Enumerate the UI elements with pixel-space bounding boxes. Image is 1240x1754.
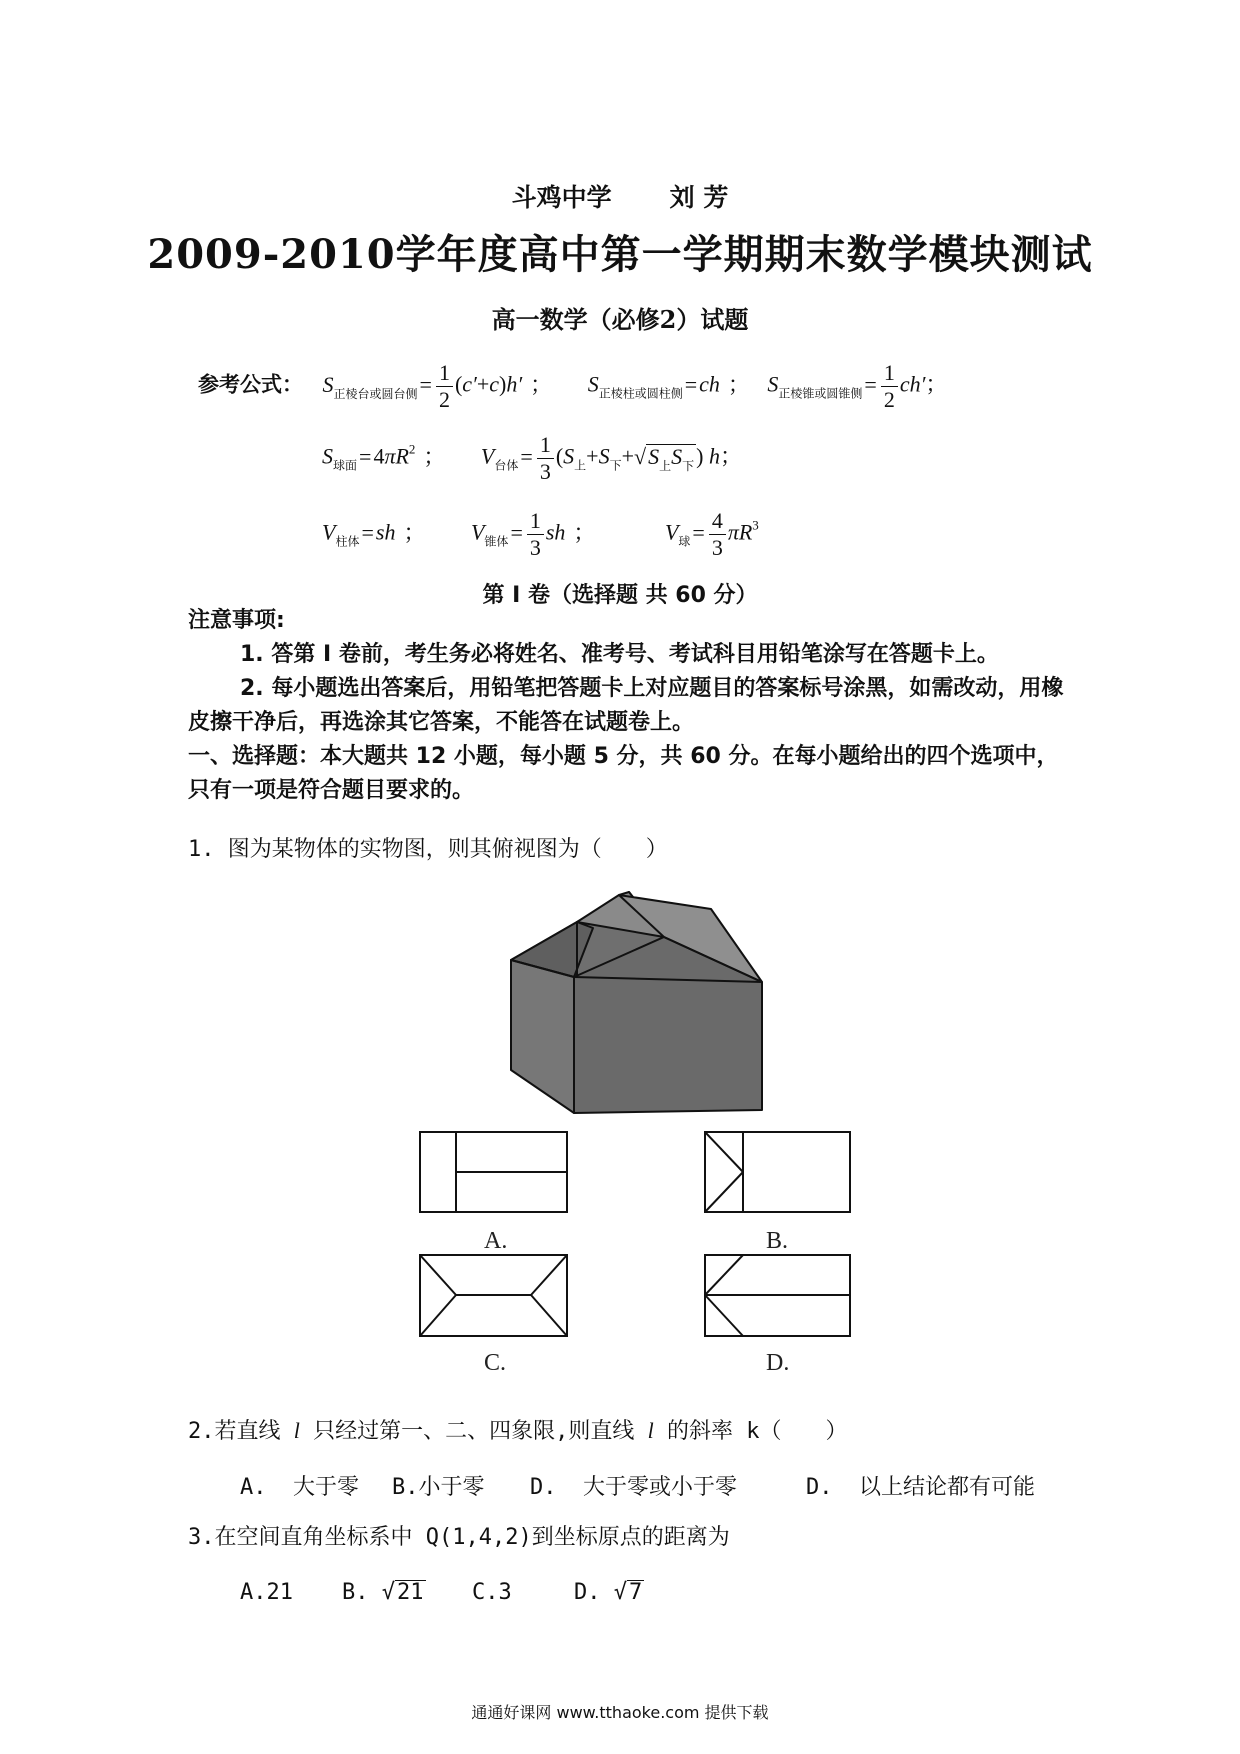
question-2-option-b: B.小于零 bbox=[392, 1475, 485, 1500]
question-3-option-d bbox=[574, 1580, 644, 1605]
formula-sub: 正棱锥或圆锥侧 bbox=[778, 386, 863, 401]
object-3d-figure bbox=[511, 892, 762, 1113]
formula-sub: 锥体 bbox=[484, 534, 509, 549]
part1-heading: 第 I 卷（选择题 共 60 分） bbox=[482, 583, 758, 608]
sqrt-sign: √21 bbox=[381, 1580, 424, 1605]
formula-label: 参考公式： bbox=[198, 372, 303, 397]
option-a-figure bbox=[420, 1132, 567, 1212]
formula-sub: 下 bbox=[682, 458, 695, 473]
option-a-label: A. bbox=[484, 1228, 508, 1254]
q2-var: l bbox=[293, 1418, 300, 1443]
section1-intro: 一、选择题：本大题共 12 小题，每小题 5 分，共 60 分。在每小题给出的四个选项中，只有一项是符合题目要求的。 bbox=[188, 744, 1059, 803]
sqrt-sign: √7 bbox=[613, 1580, 643, 1605]
page-title: 2009-2010学年度高中第一学期期末数学模块测试 bbox=[147, 231, 1093, 278]
q3-d-radicand: 7 bbox=[629, 1580, 643, 1605]
q2-stem-mid: 只经过第一、二、四象限,则直线 bbox=[313, 1419, 635, 1444]
question-2-option-a: A. 大于零 bbox=[240, 1475, 359, 1500]
formula-line-3: $V_{柱体}=sh$ ； $V_{锥体}=$ $\frac{1}{3}$ sh ； $V_球=$ $\frac{4}{3}$ $\pi R^3$ bbox=[322, 508, 759, 560]
option-b-figure bbox=[705, 1132, 850, 1212]
formula-sub: 正棱台或圆台侧 bbox=[333, 386, 418, 401]
school-name: 斗鸡中学 bbox=[511, 183, 612, 212]
sqrt-sign: $√S_上S_下$ bbox=[634, 444, 696, 478]
formula-sub: 上 bbox=[574, 458, 587, 473]
formula-sub: 台体 bbox=[494, 458, 519, 473]
question-1-stem: 1. 图为某物体的实物图，则其俯视图为（ ） bbox=[188, 837, 668, 862]
question-3-option-b bbox=[342, 1580, 426, 1605]
notes-item-1: 1. 答第 I 卷前，考生务必将姓名、准考号、考试科目用铅笔涂写在答题卡上。 bbox=[240, 642, 999, 667]
option-c-label: C. bbox=[484, 1350, 507, 1376]
q3-b-label: B. bbox=[342, 1580, 369, 1605]
option-d-figure bbox=[705, 1255, 850, 1336]
q3-d-label: D. bbox=[574, 1580, 601, 1605]
q2-stem-prefix: 2.若直线 bbox=[188, 1419, 281, 1444]
formula-sub: 正棱柱或圆柱侧 bbox=[598, 386, 683, 401]
question-2-stem bbox=[188, 1414, 848, 1445]
option-b-label: B. bbox=[766, 1228, 789, 1254]
author-name: 刘 芳 bbox=[669, 183, 729, 212]
page-footer: 通通好课网 www.tthaoke.com 提供下载 bbox=[471, 1703, 769, 1722]
question-2-option-c: D. 大于零或小于零 bbox=[530, 1475, 737, 1500]
question-3-stem: 3.在空间直角坐标系中 Q(1,4,2)到坐标原点的距离为 bbox=[188, 1525, 730, 1550]
formula-sub: 球面 bbox=[333, 458, 358, 473]
formula-line-2: $S_{球面}=4\pi R^2$ ； $V_{台体}=$ $\frac{1}{3}$ $(S_上+S_下+√S_上S_下)$ h； bbox=[322, 432, 742, 484]
formula-sub: 球 bbox=[678, 534, 691, 549]
left-face bbox=[511, 960, 574, 1113]
question-2-option-d: D. 以上结论都有可能 bbox=[806, 1475, 1035, 1500]
q2-stem-suffix: 的斜率 k（ ） bbox=[667, 1419, 848, 1444]
option-c-figure bbox=[420, 1255, 567, 1336]
q3-b-radicand: 21 bbox=[397, 1580, 424, 1605]
question-3-option-c: C.3 bbox=[472, 1580, 512, 1605]
formula-sub: 下 bbox=[609, 458, 622, 473]
question-3-option-a: A.21 bbox=[240, 1580, 293, 1605]
formula-sub: 上 bbox=[659, 458, 672, 473]
q2-var: l bbox=[647, 1418, 654, 1443]
page-subtitle: 高一数学（必修2）试题 bbox=[491, 305, 749, 334]
notes-title: 注意事项: bbox=[188, 608, 285, 633]
formula-sub: 柱体 bbox=[335, 534, 360, 549]
option-d-label: D. bbox=[766, 1350, 790, 1376]
notes-item-2: 2. 每小题选出答案后，用铅笔把答题卡上对应题目的答案标号涂黑，如需改动，用橡皮擦干净后，再选涂其它答案，不能答在试题卷上。 bbox=[188, 676, 1064, 735]
formula-line-1: 参考公式： $S_{正棱台或圆台侧}=$ $\frac{1}{2}$ (c′+c)h′ ； $S_{正棱柱或圆柱侧}=ch$ ； $S_{正棱锥或圆锥侧}=$ $\frac{1}{2}$ ch′； bbox=[198, 360, 948, 412]
